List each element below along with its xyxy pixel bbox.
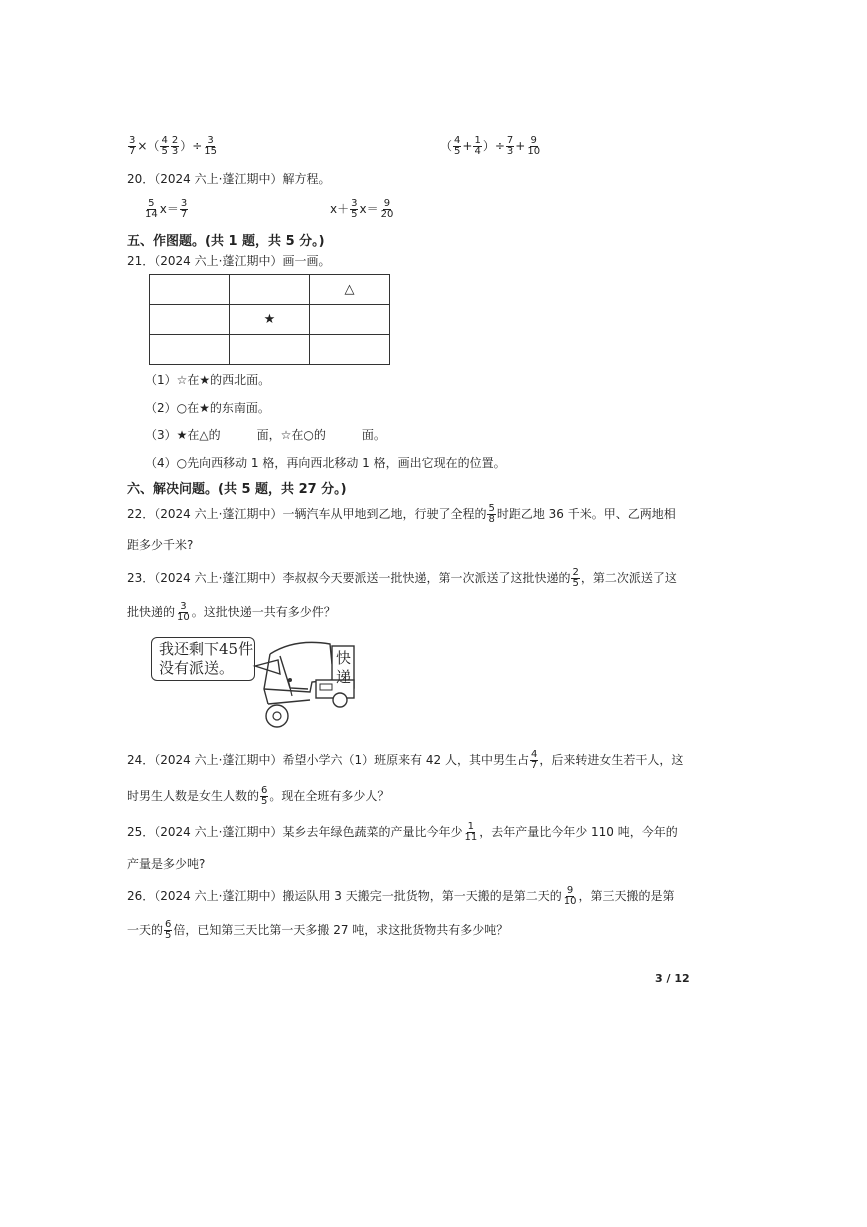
q23-line-1: 23．（2024 六上·蓬江期中）李叔叔今天要派送一批快递，第一次派送了这批快递的 $\frac{2}{5}$ ，第二次派送了这	[127, 567, 677, 589]
grid-cell[interactable]	[150, 305, 230, 335]
q20-equation-2: x＋ $\frac{3}{5}$ x＝ $\frac{9}{20}$	[330, 198, 394, 220]
grid-cell[interactable]	[150, 275, 230, 305]
q26-line-1: 26．（2024 六上·蓬江期中）搬运队用 3 天搬完一批货物，第一天搬的是第二天的 $\frac{9}{10}$ ，第三天搬的是第	[127, 885, 675, 907]
q22-line-2: 距多少千米?	[127, 538, 194, 552]
q21-item-3: （3）★在△的 面，☆在○的 面。	[145, 428, 386, 442]
truck-label-char-2: 递	[336, 668, 352, 686]
section-6-heading: 六、解决问题。(共 5 题，共 27 分。)	[127, 482, 347, 497]
q26-line-2: 一天的 $\frac{6}{5}$ 倍，已知第三天比第一天多搬 27 吨，求这批货物共有多少吨？	[127, 919, 509, 941]
grid-cell[interactable]	[310, 305, 390, 335]
grid-cell-star[interactable]: ★	[230, 305, 310, 335]
q22-line-1: 22．（2024 六上·蓬江期中）一辆汽车从甲地到乙地，行驶了全程的 $\frac{5}{8}$ 时距乙地 36 千米。甲、乙两地相	[127, 503, 676, 525]
q21-item-4: （4）○先向西移动 1 格，再向西北移动 1 格，画出它现在的位置。	[145, 456, 506, 470]
page-number: 3 / 12	[655, 972, 690, 985]
q19-expression-2: （ $\frac{4}{5}$ + $\frac{1}{4}$ ）÷ $\frac{7}{3}$ + $\frac{9}{10}$	[440, 135, 541, 157]
direction-grid	[149, 274, 390, 365]
grid-cell[interactable]	[230, 335, 310, 365]
q20-question: 20．（2024 六上·蓬江期中）解方程。	[127, 172, 331, 186]
q21-item-1: （1）☆在★的西北面。	[145, 373, 271, 387]
grid-cell[interactable]	[230, 275, 310, 305]
bubble-line-2: 没有派送。	[159, 659, 235, 677]
section-5-heading: 五、作图题。(共 1 题，共 5 分。)	[127, 234, 325, 249]
q25-line-2: 产量是多少吨?	[127, 857, 206, 871]
q23-line-2: 批快递的 $\frac{3}{10}$ 。这批快递一共有多少件？	[127, 601, 336, 623]
q24-line-1: 24．（2024 六上·蓬江期中）希望小学六（1）班原来有 42 人，其中男生占 $\frac{4}{7}$ ，后来转进女生若干人，这	[127, 749, 684, 771]
bubble-line-1: 我还剩下45件	[159, 640, 254, 658]
truck-label	[336, 649, 351, 687]
q19-expression-1: $\frac{3}{7}$ ×（ $\frac{4}{5}$ $\frac{2}{3}$ ）÷ $\frac{3}{15}$	[129, 135, 217, 157]
grid-cell[interactable]	[150, 335, 230, 365]
q24-line-2: 时男生人数是女生人数的 $\frac{6}{5}$ 。现在全班有多少人？	[127, 785, 390, 807]
grid-cell-triangle[interactable]: △	[310, 275, 390, 305]
truck-label-char-1: 快	[336, 649, 352, 667]
q20-equation-1: $\frac{5}{14}$ x＝ $\frac{3}{7}$	[145, 198, 188, 220]
speech-bubble	[151, 637, 255, 681]
q21-item-2: （2）○在★的东南面。	[145, 401, 270, 415]
q25-line-1: 25．（2024 六上·蓬江期中）某乡去年绿色蔬菜的产量比今年少 $\frac{1}{11}$ ，去年产量比今年少 110 吨，今年的	[127, 821, 678, 843]
grid-cell[interactable]	[310, 335, 390, 365]
q21-question: 21．（2024 六上·蓬江期中）画一画。	[127, 254, 331, 268]
